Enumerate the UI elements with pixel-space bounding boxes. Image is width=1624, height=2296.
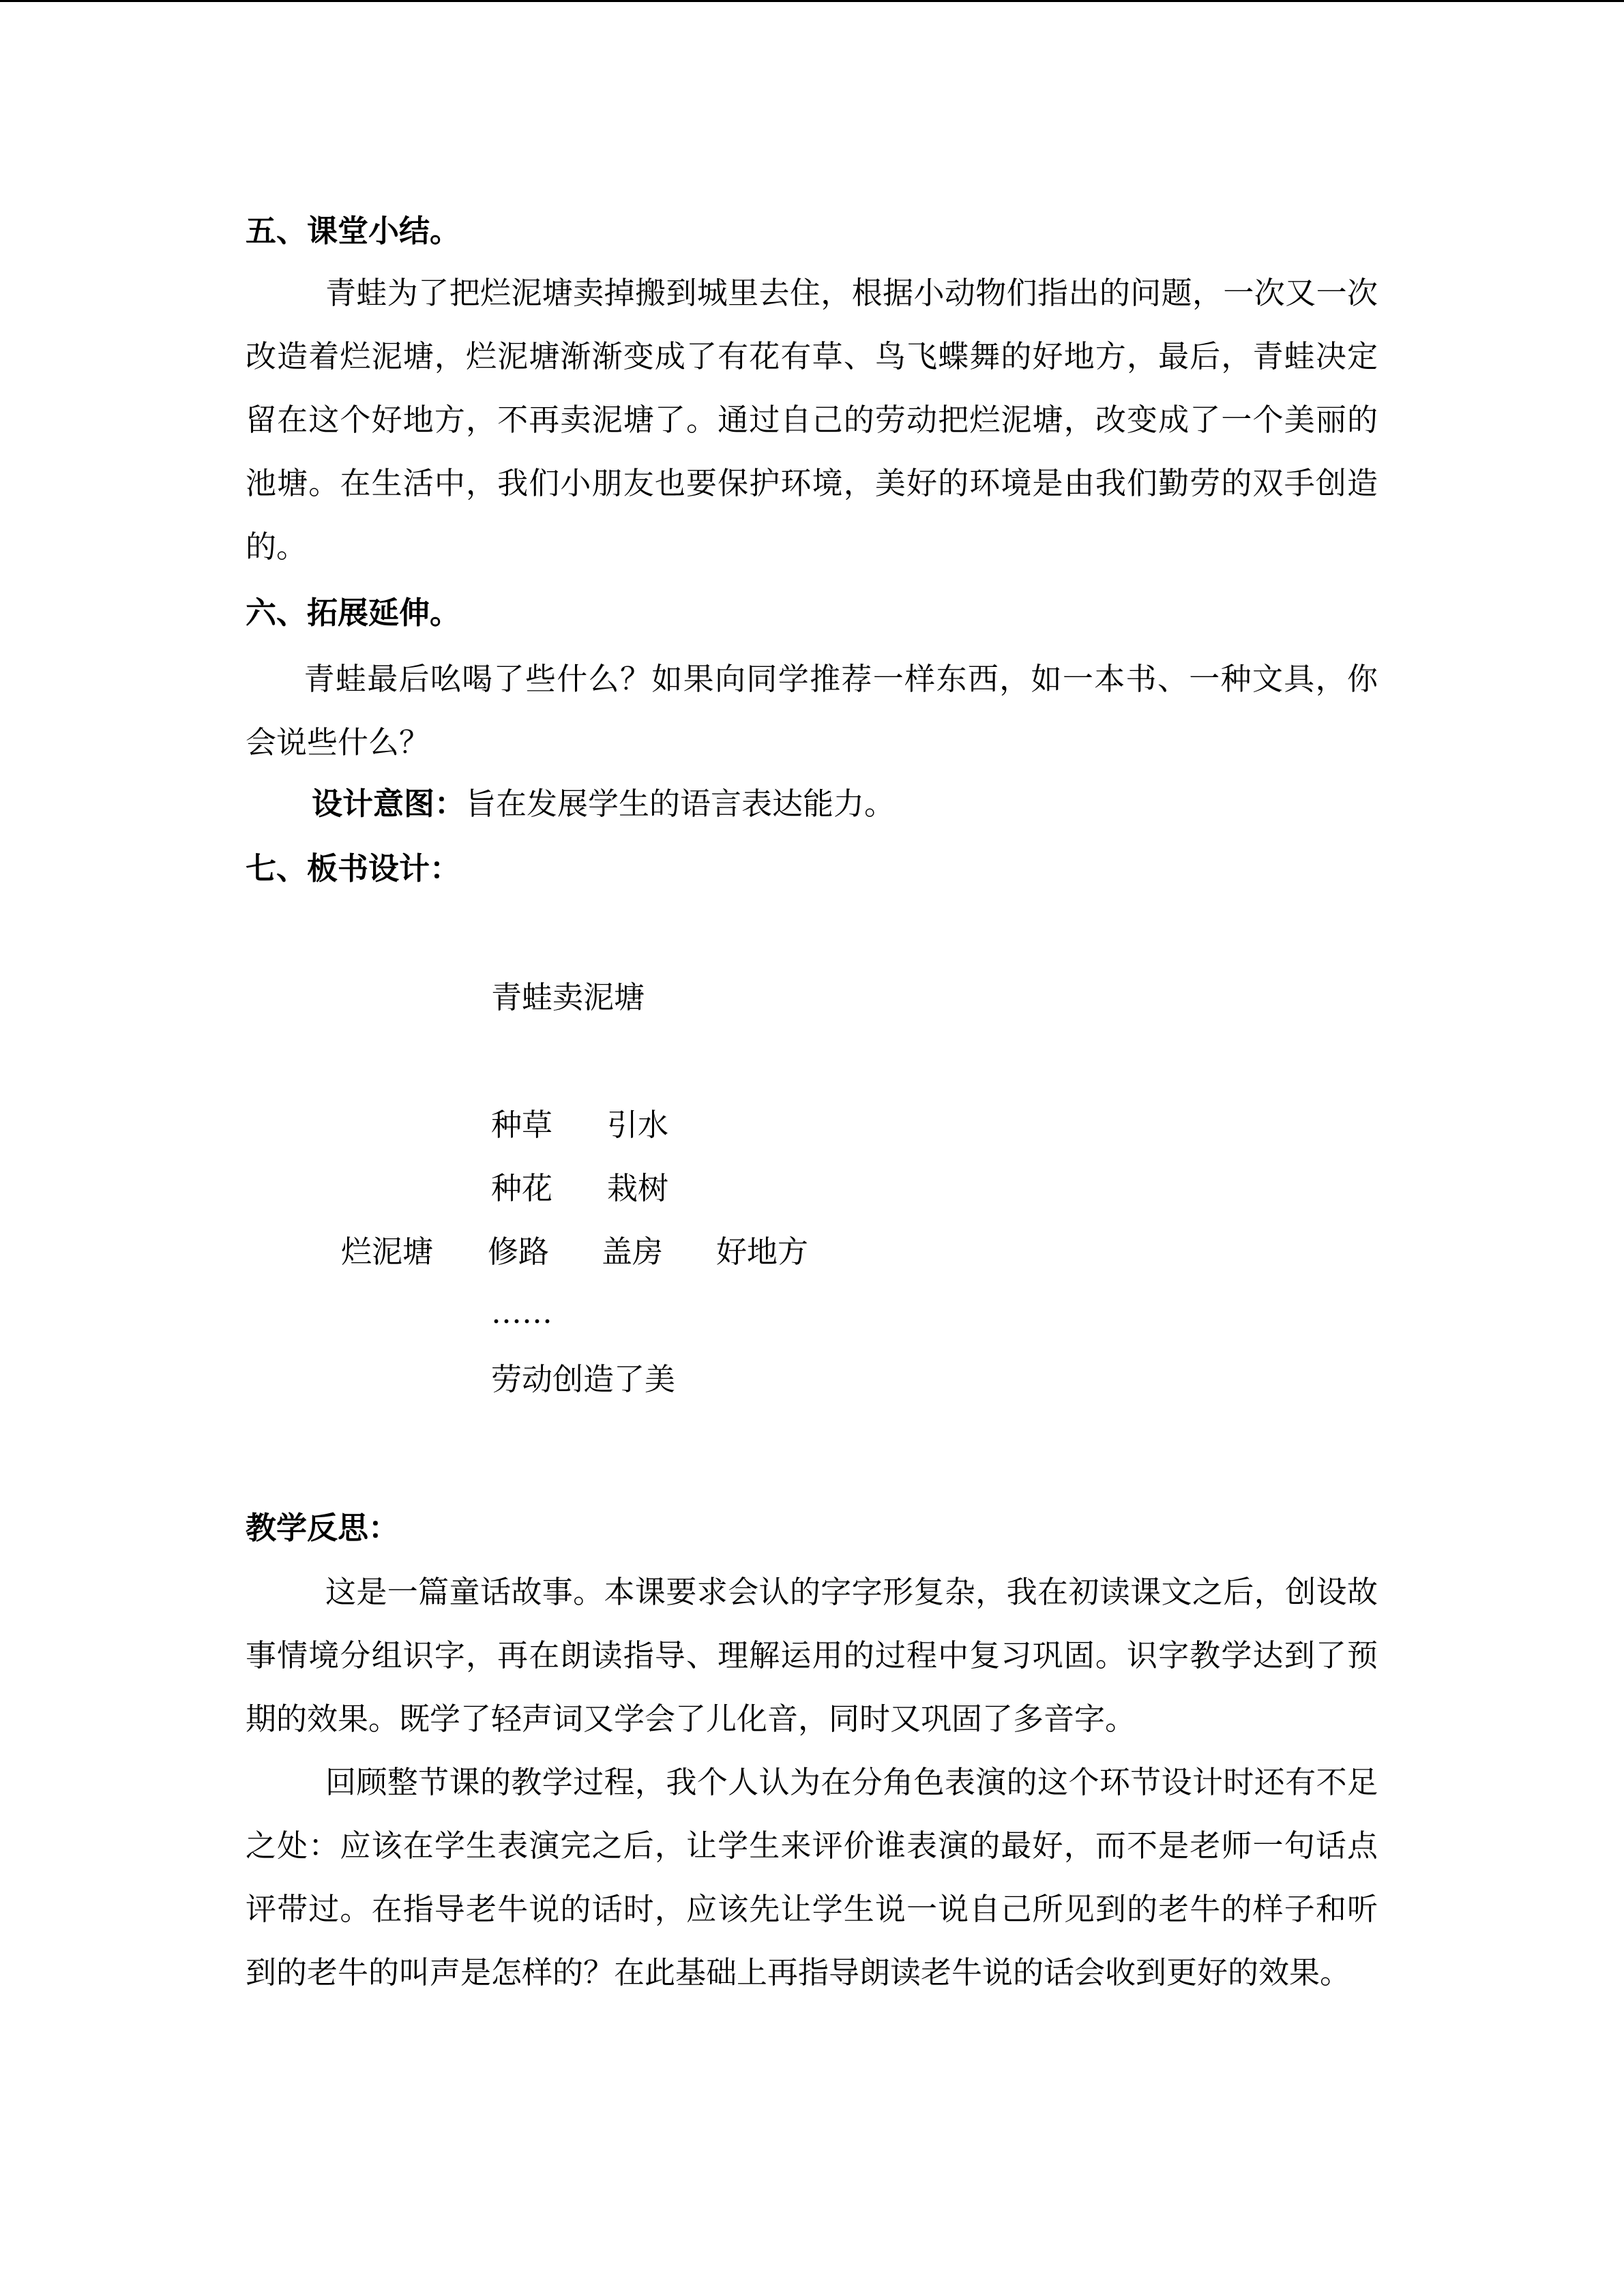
board-conclusion: 劳动创造了美 [491,1361,676,1397]
design-intent-label: 设计意图： [312,786,466,822]
board-title: 青蛙卖泥塘 [491,979,645,1015]
board-item: 引水 [607,1107,669,1143]
reflection-heading: 教学反思： [246,1510,400,1546]
reflection-paragraph-2: 回顾整节课的教学过程，我个人认为在分角色表演的这个环节设计时还有不足之处：应该在学生表演完之后，让学生来评价谁表演的最好，而不是老师一句话点评带过。在指导老牛说的话时，应该先让学生说一说自己所见到的老牛的样子和听到的老牛的叫声是怎样的？在此基础上再指导朗读老牛说的话会收到更好的效果。 [246,1764,1378,1991]
board-item: 栽树 [607,1170,669,1206]
board-item: 修路 [488,1234,550,1270]
board-right-label: 好地方 [716,1234,809,1270]
extension-heading: 六、拓展延伸。 [246,595,461,631]
board-heading: 七、板书设计： [246,850,461,886]
reflection-paragraph-1: 这是一篇童话故事。本课要求会认的字字形复杂，我在初读课文之后，创设故事情境分组识字，再在朗读指导、理解运用的过程中复习巩固。识字教学达到了预期的效果。既学了轻声词又学会了儿化音，同时又巩固了多音字。 [246,1574,1378,1737]
board-left-label: 烂泥塘 [341,1234,434,1270]
design-intent-line [312,784,895,824]
board-item: 盖房 [602,1234,664,1270]
board-item: 种草 [491,1107,553,1143]
board-item: 种花 [491,1170,553,1206]
board-ellipsis: …… [491,1294,552,1330]
summary-heading: 五、课堂小结。 [246,213,461,249]
extension-paragraph: 青蛙最后吆喝了些什么？如果向同学推荐一样东西，如一本书、一种文具，你会说些什么？ [246,661,1378,760]
summary-paragraph: 青蛙为了把烂泥塘卖掉搬到城里去住，根据小动物们指出的问题，一次又一次改造着烂泥塘，烂泥塘渐渐变成了有花有草、鸟飞蝶舞的好地方，最后，青蛙决定留在这个好地方，不再卖泥塘了。通过自己的劳动把烂泥塘，改变成了一个美丽的池塘。在生活中，我们小朋友也要保护环境，美好的环境是由我们勤劳的双手创造的。 [246,275,1378,565]
design-intent-text: 旨在发展学生的语言表达能力。 [465,786,896,822]
